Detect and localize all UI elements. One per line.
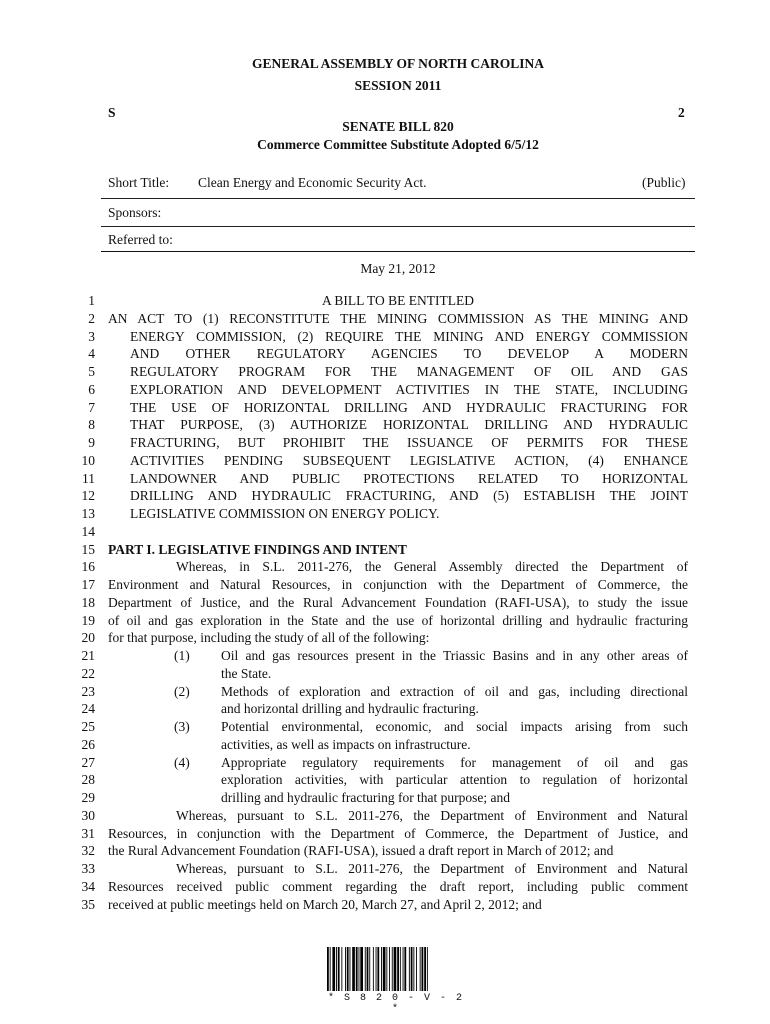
barcode-bar (332, 947, 335, 991)
item-number: (4) (174, 754, 190, 770)
bill-text-line: ENERGY COMMISSION, (2) REQUIRE THE MINING AND ENERGY COMMISSION (130, 328, 688, 344)
item-number: (3) (174, 719, 190, 734)
barcode-bar (350, 947, 351, 991)
barcode-bar (411, 947, 413, 991)
bill-text-line: Whereas, in S.L. 2011-276, the General Assembly directed the Department of (176, 559, 688, 575)
barcode-bar (427, 947, 428, 991)
line-number: 19 (81, 612, 95, 628)
bill-text-line: EXPLORATION AND DEVELOPMENT ACTIVITIES IN THE STATE, INCLUDING (130, 381, 688, 397)
bill-text-line: AN ACT TO (1) RECONSTITUTE THE MINING COMMISSION AS THE MINING AND (108, 310, 688, 326)
bill-text-line: Resources, in conjunction with the Department of Commerce, the Department of Justice, and (108, 825, 688, 841)
line-number: 12 (81, 488, 95, 504)
line-number: 31 (81, 825, 95, 841)
barcode-bar (360, 947, 363, 991)
assembly-title: GENERAL ASSEMBLY OF NORTH CAROLINA (251, 56, 545, 71)
line-number: 2 (88, 310, 95, 326)
line-number: 20 (81, 630, 95, 646)
sponsors-label: Sponsors: (108, 205, 162, 220)
barcode-bar (394, 947, 397, 991)
bill-text-line: FRACTURING, BUT PROHIBIT THE ISSUANCE OF PERMITS FOR THESE (130, 435, 688, 450)
bill-text-line: the Rural Advancement Foundation (RAFI-USA), issued a draft report in March of 2012; and (108, 843, 614, 859)
bill-text-line: activities, as well as impacts on infrastructure. (221, 736, 471, 752)
barcode-bar (413, 947, 414, 991)
line-number: 9 (88, 435, 95, 450)
line-number: 27 (81, 754, 95, 770)
line-number: 30 (81, 807, 95, 823)
barcode-bar (327, 947, 329, 991)
line-number: 34 (81, 878, 95, 894)
barcode-bar (341, 947, 342, 991)
line-number: 1 (88, 293, 95, 308)
barcode-bar (392, 947, 393, 991)
divider (101, 226, 695, 227)
barcode-bar (377, 947, 379, 991)
barcode-bar (404, 947, 406, 991)
bill-date: May 21, 2012 (360, 261, 436, 276)
line-number: 21 (81, 648, 95, 663)
barcode-bar (336, 947, 337, 991)
barcode-bar (422, 947, 424, 991)
bill-text-line: AND OTHER REGULATORY AGENCIES TO DEVELOP A MODERN (130, 346, 688, 362)
bill-text-line: DRILLING AND HYDRAULIC FRACTURING, AND (5) ESTABLISH THE JOINT (130, 488, 688, 504)
bill-text-line: Whereas, pursuant to S.L. 2011-276, the Department of Environment and Natural (176, 861, 688, 876)
line-number: 14 (81, 523, 95, 539)
line-number: 18 (81, 594, 95, 610)
line-number: 4 (88, 346, 95, 362)
bill-text-line: REGULATORY PROGRAM FOR THE MANAGEMENT OF OIL AND GAS (130, 364, 688, 379)
line-number: 35 (81, 896, 95, 912)
barcode-bar (373, 947, 374, 991)
line-number: 24 (81, 701, 95, 717)
short-title-label: Short Title: (108, 175, 170, 190)
barcode-bar (367, 947, 369, 991)
bill-text-line: A BILL TO BE ENTITLED (322, 293, 474, 308)
line-number: 8 (88, 417, 95, 433)
line-number: 23 (81, 683, 95, 699)
barcode-bar (416, 947, 417, 991)
bill-text-line: ACTIVITIES PENDING SUBSEQUENT LEGISLATIVE ACTION, (4) ENHANCE (130, 452, 688, 468)
bill-text-line: exploration activities, with particular attention to regulation of horizontal (221, 772, 688, 788)
bill-text-line: Appropriate regulatory requirements for management of oil and gas (221, 754, 688, 770)
barcode-bar (345, 947, 346, 991)
line-number: 15 (81, 541, 95, 557)
barcode-bar (420, 947, 421, 991)
bill-text-line: Resources received public comment regarding the draft report, including public comment (108, 878, 688, 894)
line-number: 7 (88, 399, 95, 415)
bill-title: SENATE BILL 820 (342, 119, 454, 134)
short-title-value: Clean Energy and Economic Security Act. (198, 175, 427, 190)
chamber-letter: S (108, 105, 116, 120)
referred-label: Referred to: (108, 232, 173, 247)
barcode-bar (369, 947, 370, 991)
line-number: 5 (88, 364, 95, 379)
barcode-bar (403, 947, 404, 991)
bill-text-line: and horizontal drilling and hydraulic fracturing. (221, 701, 479, 717)
line-number: 11 (82, 470, 95, 486)
line-number: 13 (81, 506, 95, 521)
divider (101, 251, 695, 252)
barcode-bar (389, 947, 390, 991)
bill-text-line: Potential environmental, economic, and social impacts arising from such (221, 719, 688, 734)
bill-text-line: for that purpose, including the study of all of the following: (108, 630, 430, 646)
line-number: 32 (81, 843, 95, 859)
bill-text-line: Oil and gas resources present in the Triassic Basins and in any other areas of (221, 648, 688, 663)
bill-text-line: Methods of exploration and extraction of oil and gas, including directional (221, 683, 688, 699)
line-number: 29 (81, 790, 95, 805)
barcode-text: * S 8 2 0 - V - 2 * (327, 993, 465, 1015)
barcode-bar (356, 947, 358, 991)
line-number: 10 (81, 452, 95, 468)
barcode-bar (359, 947, 360, 991)
barcode-bar (352, 947, 355, 991)
bill-text-line: drilling and hydraulic fracturing for that purpose; and (221, 790, 511, 805)
line-number: 33 (81, 861, 95, 876)
barcode-bar (338, 947, 340, 991)
line-number: 28 (81, 772, 95, 788)
divider (101, 198, 695, 199)
bill-text-line: LANDOWNER AND PUBLIC PROTECTIONS RELATED TO HORIZONTAL (130, 470, 688, 486)
line-number: 6 (88, 381, 95, 397)
version-number: 2 (678, 105, 685, 120)
item-number: (2) (174, 683, 190, 699)
line-number: 16 (81, 559, 95, 575)
bill-text-line: Whereas, pursuant to S.L. 2011-276, the Department of Environment and Natural (176, 807, 688, 823)
barcode-bar (383, 947, 386, 991)
barcode-bar (409, 947, 410, 991)
bill-text-line: THAT PURPOSE, (3) AUTHORIZE HORIZONTAL DRILLING AND HYDRAULIC (130, 417, 688, 433)
barcode-bar (347, 947, 349, 991)
bill-text-line: received at public meetings held on March 20, March 27, and April 2, 2012; and (108, 896, 542, 912)
line-number: 3 (88, 328, 95, 344)
line-number: 25 (81, 719, 95, 734)
bill-text-line: THE USE OF HORIZONTAL DRILLING AND HYDRAULIC FRACTURING FOR (130, 399, 688, 415)
barcode-bar (365, 947, 366, 991)
line-number: 22 (81, 665, 95, 681)
line-number: 26 (81, 736, 95, 752)
barcode (326, 947, 466, 995)
barcode-bar (400, 947, 401, 991)
section-heading: PART I. LEGISLATIVE FINDINGS AND INTENT (108, 541, 407, 557)
barcode-bar (397, 947, 399, 991)
barcode-bar (381, 947, 382, 991)
session-title: SESSION 2011 (354, 78, 442, 93)
bill-text-line: of oil and gas exploration in the State and the use of horizontal drilling and hydraulic fracturing (108, 612, 688, 628)
bill-text-line: Department of Justice, and the Rural Advancement Foundation (RAFI-USA), to study the issue (108, 594, 688, 610)
substitute-note: Commerce Committee Substitute Adopted 6/5/12 (257, 137, 539, 152)
barcode-bar (330, 947, 331, 991)
bill-type: (Public) (642, 175, 686, 190)
barcode-bar (376, 947, 377, 991)
line-number: 17 (81, 577, 95, 592)
bill-text-line: LEGISLATIVE COMMISSION ON ENERGY POLICY. (130, 506, 440, 521)
item-number: (1) (174, 648, 190, 663)
bill-text-line: Environment and Natural Resources, in conjunction with the Department of Commerce, the (108, 577, 688, 592)
barcode-bar (424, 947, 426, 991)
barcode-bar (386, 947, 387, 991)
bill-text-line: the State. (221, 665, 272, 681)
